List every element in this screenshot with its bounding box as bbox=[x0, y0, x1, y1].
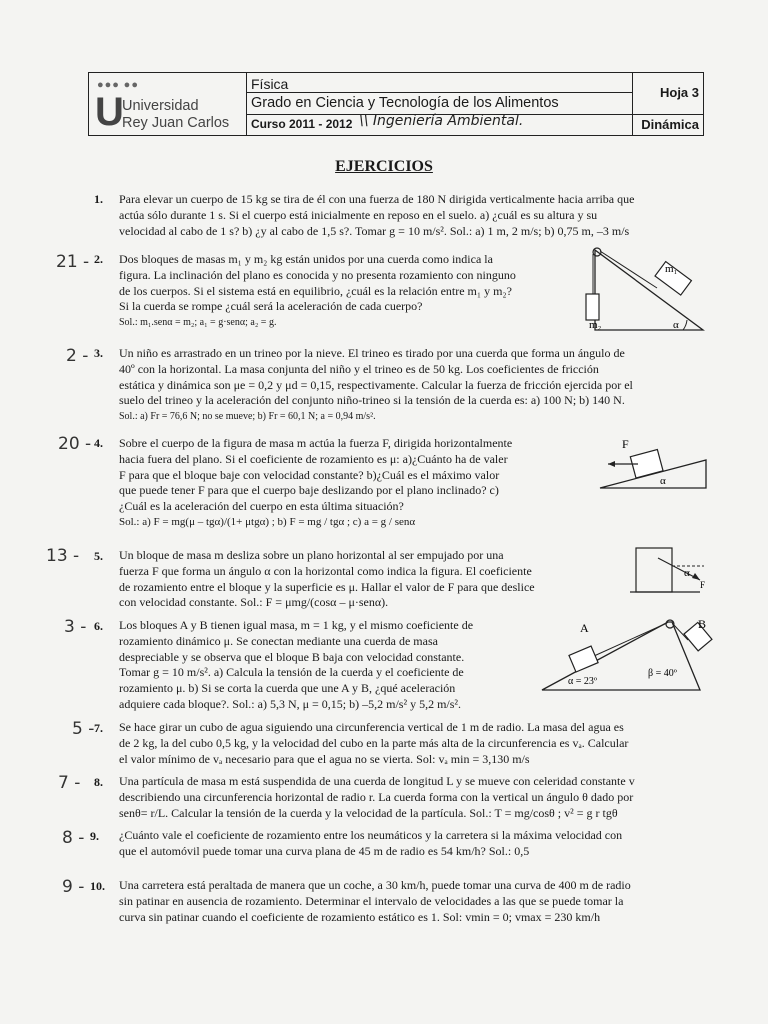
topic-name: Dinámica bbox=[641, 117, 699, 132]
text-line: F para que el bloque baje con velocidad constante? b)¿Cuál es el máximo valor bbox=[119, 467, 500, 482]
handwritten-margin-number: 3 - bbox=[64, 617, 87, 637]
text-line: despreciable y se observa que el bloque B baja con velocidad constante. bbox=[119, 649, 465, 664]
exercise-1-text bbox=[119, 192, 709, 239]
text-line: adquiere cada bloque?. Sol.: a) 5,3 N, μ = 0,15; b) –5,2 m/s² y 5,2 m/s². bbox=[119, 696, 462, 711]
handwritten-margin-number: 20 - bbox=[58, 434, 92, 454]
label-force: F bbox=[700, 580, 706, 590]
handwritten-note: \\ Ingeniería Ambiental. bbox=[359, 113, 524, 129]
text-line: Tomar g = 10 m/s². a) Calcula la tensión de la cuerda y el coeficiente de bbox=[119, 665, 464, 680]
header-center bbox=[247, 73, 633, 135]
figure-block-on-incline-with-force bbox=[598, 434, 708, 494]
university-logo bbox=[89, 73, 247, 135]
figure-inclined-plane-pulley bbox=[585, 242, 705, 332]
text-line: ¿Cuál es la aceleración del cuerpo en esta última situación? bbox=[119, 499, 404, 514]
label-alpha: α = 23º bbox=[568, 676, 597, 687]
label-m2: m₂ bbox=[589, 319, 602, 331]
solution-text: Sol.: a) Fr = 76,6 N; no se mueve; b) Fr = 60,1 N; a = 0,94 m/s². bbox=[119, 411, 376, 423]
logo-dots: ●●● ●● bbox=[97, 79, 139, 91]
text-line: Una carretera está peraltada de manera que un coche, a 30 km/h, puede tomar una curva de 400 m de radio bbox=[119, 878, 631, 892]
solution-text: Sol.: m₁.senα = m₂; a₁ = g·senα; a₂ = g. bbox=[119, 317, 277, 329]
handwritten-margin-number: 8 - bbox=[62, 828, 85, 848]
exercise-10-text bbox=[119, 878, 709, 925]
course-header bbox=[88, 72, 704, 136]
text-line: con velocidad constante. Sol.: F = μmg/(cosα – μ·senα). bbox=[119, 595, 389, 610]
exercise-number: 10. bbox=[90, 879, 105, 893]
exercise-7-text bbox=[119, 720, 709, 767]
label-a: A bbox=[580, 621, 589, 635]
exercise-4-text bbox=[119, 436, 589, 531]
label-alpha: α bbox=[660, 475, 666, 487]
label-m1: m₁ bbox=[665, 263, 678, 275]
text-line: Si la cuerda se rompe ¿cuál será la aceleración de cada cuerpo? bbox=[119, 299, 423, 314]
text-line: de rozamiento entre el bloque y la superficie es μ. Hallar el valor de F para que deslice bbox=[119, 579, 535, 594]
degree-name: Grado en Ciencia y Tecnología de los Alimentos bbox=[251, 95, 559, 111]
exercise-6-text bbox=[119, 618, 539, 713]
exercise-number: 7. bbox=[94, 721, 103, 735]
text-line: sin patinar en ausencia de rozamiento. Determinar el intervalo de velocidades a las que se puede tomar la bbox=[119, 893, 624, 908]
text-line: rozamiento μ. b) Si se corta la cuerda que une A y B, ¿qué aceleración bbox=[119, 681, 456, 696]
label-beta: β = 40º bbox=[648, 668, 677, 679]
figure-pushed-block bbox=[628, 544, 708, 600]
text-line: Los bloques A y B tienen igual masa, m = 1 kg, y el mismo coeficiente de bbox=[119, 618, 474, 632]
header-row-divider bbox=[247, 92, 633, 93]
subject-name: Física bbox=[251, 76, 289, 92]
figure-double-incline bbox=[540, 614, 712, 696]
text-line: fuerza F que forma un ángulo α con la horizontal como indica la figura. El coeficiente bbox=[119, 563, 532, 578]
text-line: velocidad al cabo de 1 s? b) ¿y al cabo de 1,5 s?. Tomar g = 10 m/s². Sol.: a) 1 m, 2 m/s; b) 0,75 m, –3 m/s bbox=[119, 223, 630, 238]
handwritten-margin-number: 5 - bbox=[72, 719, 95, 739]
text-line: que puede tener F para que el cuerpo baje deslizando por el plano inclinado? c) bbox=[119, 483, 499, 498]
text-line: de los cuerpos. Si el sistema está en equilibrio, ¿cuál es la relación entre m₁ y m₂? bbox=[119, 283, 512, 298]
text-line: Se hace girar un cubo de agua siguiendo una circunferencia vertical de 1 m de radio. La masa del agua es bbox=[119, 720, 624, 734]
text-line: ¿Cuánto vale el coeficiente de rozamiento entre los neumáticos y la carretera si la máxima velocidad con bbox=[119, 828, 623, 842]
text-line: que el automóvil puede tomar una curva plana de 45 m de radio es 54 km/h? Sol.: 0,5 bbox=[119, 843, 530, 858]
text-line: Una partícula de masa m está suspendida de una cuerda de longitud L y se mueve con celeridad constante v bbox=[119, 774, 635, 788]
solution-text: Sol.: a) F = mg(μ – tgα)/(1+ μtgα) ; b) F = mg / tgα ; c) a = g / senα bbox=[119, 515, 416, 528]
text-line: 40º con la horizontal. La masa conjunta del niño y el trineo es de 50 kg. Los coeficientes de fricción bbox=[119, 361, 599, 376]
exercise-number: 2. bbox=[94, 252, 103, 266]
exercise-9-text bbox=[119, 828, 709, 860]
text-line: suelo del trineo y la aceleración del conjunto niño-trineo si la tensión de la cuerda es: a) 100 N; b) 140 N. bbox=[119, 393, 625, 408]
label-force: F bbox=[622, 437, 629, 451]
label-b: B bbox=[698, 617, 707, 631]
exercise-3-text bbox=[119, 346, 709, 425]
text-line: senθ= r/L. Calcular la tensión de la cuerda y la velocidad de la partícula. Sol.: T = mg/cosθ ; v² = g r tgθ bbox=[119, 805, 618, 820]
text-line: de 2 kg, la del cubo 0,5 kg, y la velocidad del cubo en la parte más alta de la circunferencia es vₐ. Calcular bbox=[119, 735, 629, 750]
arrowhead bbox=[608, 461, 615, 467]
university-name-line1: Universidad bbox=[122, 98, 199, 114]
label-alpha: α bbox=[684, 567, 690, 579]
block bbox=[636, 548, 672, 592]
incline-triangle bbox=[595, 250, 703, 330]
exercise-5-text bbox=[119, 548, 589, 611]
handwritten-margin-number: 21 - bbox=[56, 252, 90, 272]
exercise-number: 5. bbox=[94, 549, 103, 563]
text-line: hacia fuera del plano. Si el coeficiente de rozamiento es μ: a)¿Cuánto ha de valer bbox=[119, 451, 508, 466]
course-year: Curso 2011 - 2012 bbox=[251, 117, 353, 131]
text-line: Para elevar un cuerpo de 15 kg se tira de él con una fuerza de 180 N dirigida verticalmente hacia arriba que bbox=[119, 192, 635, 206]
exercise-number: 8. bbox=[94, 775, 103, 789]
text-line: estática y dinámica son μe = 0,2 y μd = 0,15, respectivamente. Calcular la fuerza de fricción ejercida por el bbox=[119, 377, 633, 392]
text-line: Sobre el cuerpo de la figura de masa m actúa la fuerza F, dirigida horizontalmente bbox=[119, 436, 513, 450]
text-line: actúa sólo durante 1 s. Si el cuerpo está inicialmente en reposo en el suelo. a) ¿cuál es su altura y su bbox=[119, 207, 598, 222]
handwritten-margin-number: 13 - bbox=[46, 546, 80, 566]
text-line: figura. La inclinación del plano es conocida y no presenta rozamiento con ninguno bbox=[119, 267, 516, 282]
text-line: el valor mínimo de vₐ necesario para que el agua no se vierta. Sol: vₐ min = 3,130 m/s bbox=[119, 751, 530, 766]
university-name-line2: Rey Juan Carlos bbox=[122, 115, 230, 131]
exercise-number: 3. bbox=[94, 346, 103, 360]
sheet-number: Hoja 3 bbox=[659, 85, 699, 100]
angle-arc bbox=[683, 320, 687, 330]
exercise-number: 1. bbox=[94, 192, 103, 206]
rope-incline bbox=[600, 251, 657, 288]
text-line: describiendo una circunferencia horizontal de radio r. La cuerda forma con la vertical un ángulo θ dado por bbox=[119, 789, 634, 804]
block-m2 bbox=[586, 294, 599, 320]
page-title: EJERCICIOS bbox=[335, 158, 433, 175]
handwritten-margin-number: 9 - bbox=[62, 877, 85, 897]
exercise-number: 9. bbox=[90, 829, 99, 843]
text-line: Un bloque de masa m desliza sobre un plano horizontal al ser empujado por una bbox=[119, 548, 504, 562]
text-line: curva sin patinar cuando el coeficiente de rozamiento estático es 1. Sol: vmin = 0; vmax = 230 km/h bbox=[119, 909, 601, 924]
label-alpha: α bbox=[673, 319, 679, 331]
exercise-number: 6. bbox=[94, 619, 103, 633]
arrowhead bbox=[692, 573, 700, 580]
header-row-divider bbox=[633, 114, 703, 115]
handwritten-margin-number: 7 - bbox=[58, 773, 81, 793]
exercise-8-text bbox=[119, 774, 709, 821]
exercise-number: 4. bbox=[94, 436, 103, 450]
rope-a bbox=[594, 623, 667, 656]
block-a bbox=[569, 646, 598, 672]
exercise-2-text bbox=[119, 252, 579, 331]
double-incline bbox=[542, 622, 700, 690]
logo-letter: U bbox=[95, 90, 124, 134]
text-line: Dos bloques de masas m₁ y m₂ kg están unidos por una cuerda como indica la bbox=[119, 252, 493, 266]
handwritten-margin-number: 2 - bbox=[66, 346, 89, 366]
text-line: Un niño es arrastrado en un trineo por la nieve. El trineo es tirado por una cuerda que forma un ángulo de bbox=[119, 346, 625, 360]
header-right bbox=[633, 73, 703, 135]
text-line: rozamiento dinámico μ. Se conectan mediante una cuerda de masa bbox=[119, 633, 438, 648]
